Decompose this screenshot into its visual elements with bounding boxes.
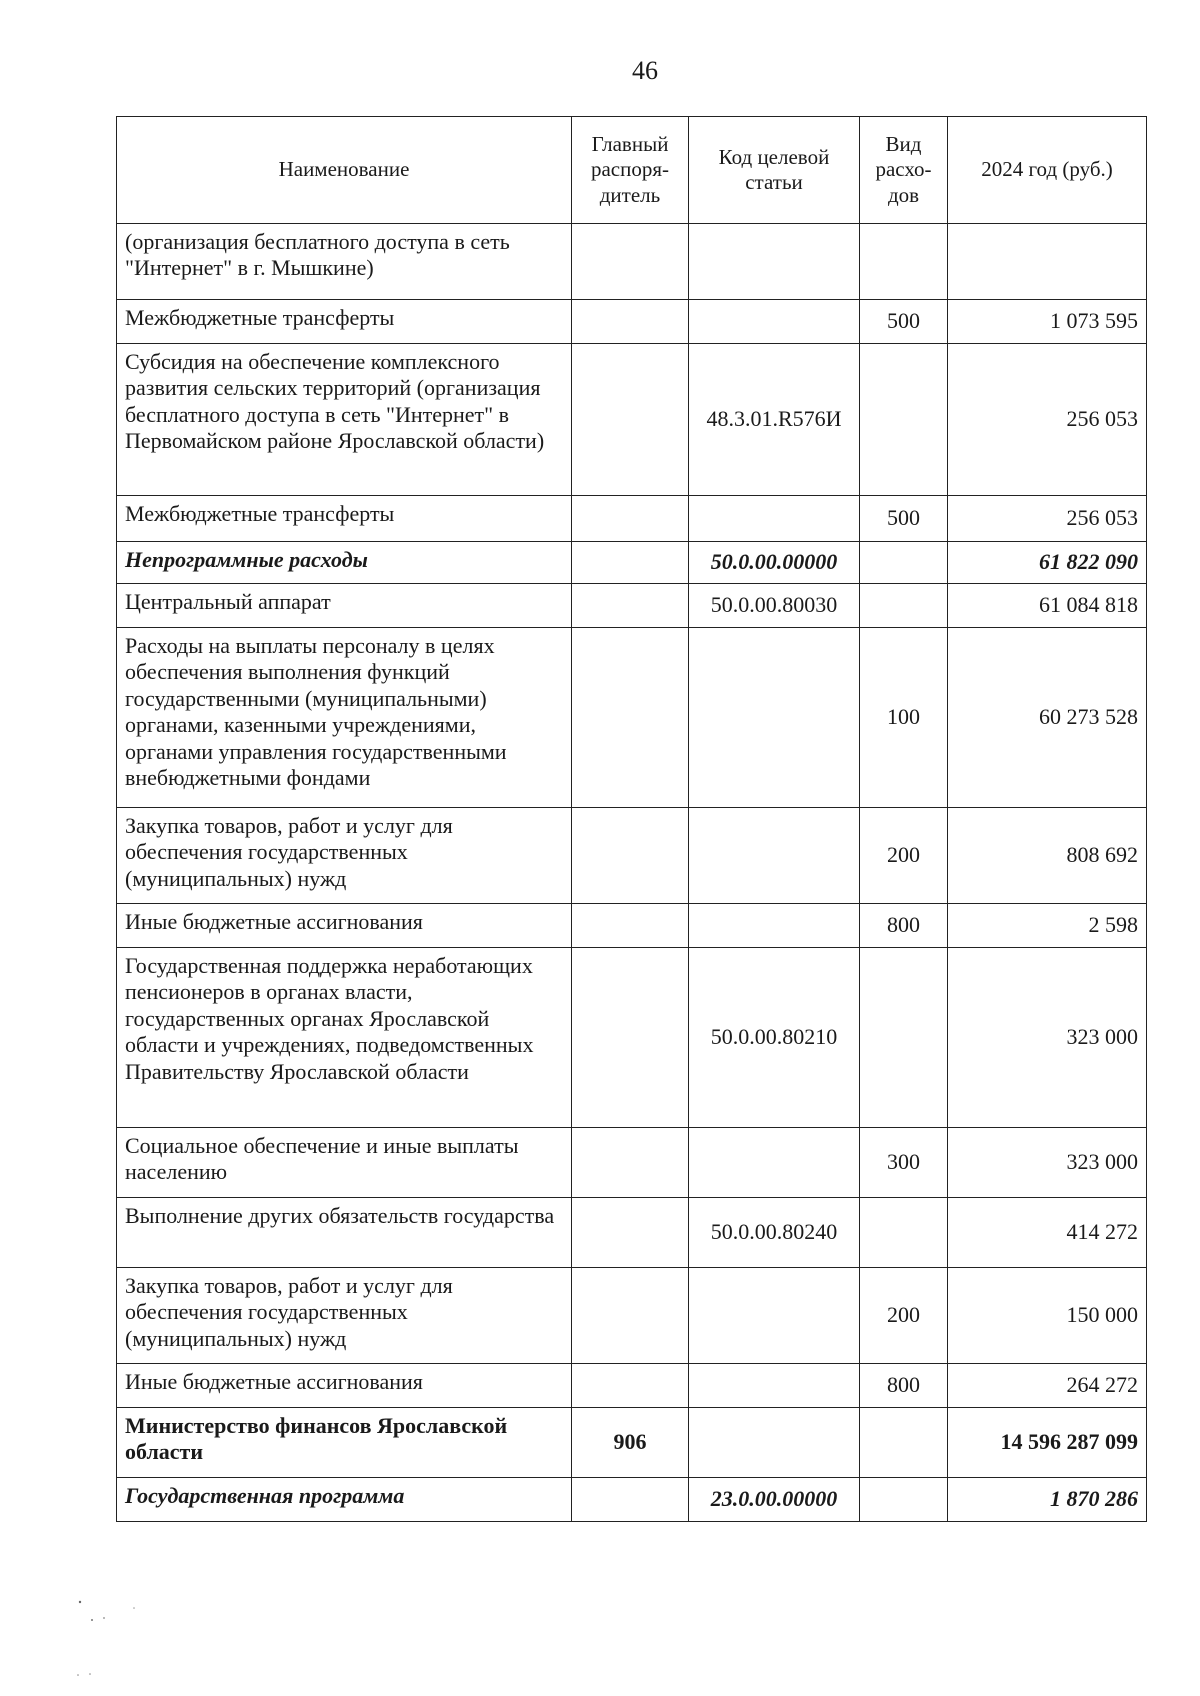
cell-amount: 323 000	[948, 948, 1147, 1128]
header-target-code: Код целевой статьи	[689, 117, 860, 224]
cell-amount: 150 000	[948, 1268, 1147, 1364]
cell-main-manager	[572, 808, 689, 904]
cell-main-manager	[572, 344, 689, 496]
cell-name: Центральный аппарат	[117, 584, 572, 628]
cell-amount: 14 596 287 099	[948, 1408, 1147, 1478]
cell-main-manager	[572, 628, 689, 808]
cell-amount: 414 272	[948, 1198, 1147, 1268]
cell-target-code: 50.0.00.80210	[689, 948, 860, 1128]
cell-name: Выполнение других обязательств государства	[117, 1198, 572, 1268]
cell-expense-type	[860, 224, 948, 300]
cell-amount: 1 870 286	[948, 1478, 1147, 1522]
cell-target-code	[689, 628, 860, 808]
table-row	[117, 496, 1147, 542]
cell-name: Закупка товаров, работ и услуг для обеспечения государственных (муниципальных) нужд	[117, 1268, 572, 1364]
table-row	[117, 1268, 1147, 1364]
cell-amount: 808 692	[948, 808, 1147, 904]
table-row	[117, 584, 1147, 628]
budget-table	[116, 116, 1147, 1522]
cell-expense-type	[860, 542, 948, 584]
cell-name: Министерство финансов Ярославской области	[117, 1408, 572, 1478]
cell-main-manager	[572, 584, 689, 628]
cell-target-code: 23.0.00.00000	[689, 1478, 860, 1522]
table-row	[117, 224, 1147, 300]
cell-target-code	[689, 1408, 860, 1478]
cell-expense-type: 800	[860, 904, 948, 948]
table-row	[117, 1408, 1147, 1478]
cell-name: Государственная программа	[117, 1478, 572, 1522]
cell-name: Закупка товаров, работ и услуг для обеспечения государственных (муниципальных) нужд	[117, 808, 572, 904]
cell-target-code: 50.0.00.00000	[689, 542, 860, 584]
cell-target-code	[689, 808, 860, 904]
cell-main-manager	[572, 542, 689, 584]
cell-main-manager	[572, 496, 689, 542]
table-row	[117, 808, 1147, 904]
cell-expense-type: 100	[860, 628, 948, 808]
cell-main-manager: 906	[572, 1408, 689, 1478]
cell-main-manager	[572, 1478, 689, 1522]
cell-target-code	[689, 904, 860, 948]
cell-main-manager	[572, 224, 689, 300]
cell-amount: 256 053	[948, 496, 1147, 542]
cell-name: Субсидия на обеспечение комплексного развития сельских территорий (организация бесплатного доступа в сеть "Интернет" в Первомайском районе Ярославской области)	[117, 344, 572, 496]
cell-name: Иные бюджетные ассигнования	[117, 1364, 572, 1408]
cell-expense-type	[860, 948, 948, 1128]
cell-amount: 61 084 818	[948, 584, 1147, 628]
cell-amount: 1 073 595	[948, 300, 1147, 344]
cell-amount: 264 272	[948, 1364, 1147, 1408]
table-row	[117, 344, 1147, 496]
cell-target-code	[689, 224, 860, 300]
cell-target-code	[689, 300, 860, 344]
cell-main-manager	[572, 904, 689, 948]
cell-expense-type: 500	[860, 496, 948, 542]
cell-name: Социальное обеспечение и иные выплаты населению	[117, 1128, 572, 1198]
cell-main-manager	[572, 1268, 689, 1364]
cell-expense-type	[860, 344, 948, 496]
cell-amount	[948, 224, 1147, 300]
cell-target-code: 50.0.00.80240	[689, 1198, 860, 1268]
cell-target-code	[689, 1268, 860, 1364]
header-main-manager: Главный распоря-дитель	[572, 117, 689, 224]
cell-main-manager	[572, 1364, 689, 1408]
cell-amount: 2 598	[948, 904, 1147, 948]
cell-amount: 323 000	[948, 1128, 1147, 1198]
cell-expense-type	[860, 584, 948, 628]
cell-target-code	[689, 496, 860, 542]
cell-expense-type	[860, 1198, 948, 1268]
table-row	[117, 904, 1147, 948]
header-expense-type: Вид расхо-дов	[860, 117, 948, 224]
cell-name: Иные бюджетные ассигнования	[117, 904, 572, 948]
cell-name: Государственная поддержка неработающих пенсионеров в органах власти, государственных органах Ярославской области и учреждениях, подведомственных Правительству Ярославской области	[117, 948, 572, 1128]
cell-main-manager	[572, 300, 689, 344]
cell-main-manager	[572, 1198, 689, 1268]
table-row	[117, 300, 1147, 344]
cell-amount: 60 273 528	[948, 628, 1147, 808]
table-row	[117, 948, 1147, 1128]
cell-name: Межбюджетные трансферты	[117, 496, 572, 542]
cell-target-code	[689, 1364, 860, 1408]
table-row	[117, 1128, 1147, 1198]
table-row	[117, 1478, 1147, 1522]
cell-target-code: 48.3.01.R576И	[689, 344, 860, 496]
cell-target-code	[689, 1128, 860, 1198]
table-row	[117, 628, 1147, 808]
table-row	[117, 1198, 1147, 1268]
cell-main-manager	[572, 948, 689, 1128]
cell-expense-type: 200	[860, 808, 948, 904]
cell-name: Непрограммные расходы	[117, 542, 572, 584]
table-row	[117, 542, 1147, 584]
page-number: 46	[632, 56, 658, 85]
header-name: Наименование	[117, 117, 572, 224]
cell-expense-type: 200	[860, 1268, 948, 1364]
cell-expense-type	[860, 1478, 948, 1522]
scan-specks	[70, 1590, 160, 1690]
cell-expense-type: 300	[860, 1128, 948, 1198]
cell-expense-type: 500	[860, 300, 948, 344]
cell-name: Межбюджетные трансферты	[117, 300, 572, 344]
header-year: 2024 год (руб.)	[948, 117, 1147, 224]
cell-expense-type: 800	[860, 1364, 948, 1408]
cell-name: Расходы на выплаты персоналу в целях обеспечения выполнения функций государственными (муниципальными) органами, казенными учреждениями, органами управления государственными внебюджетными фондами	[117, 628, 572, 808]
table-row	[117, 1364, 1147, 1408]
cell-name: (организация бесплатного доступа в сеть "Интернет" в г. Мышкине)	[117, 224, 572, 300]
cell-expense-type	[860, 1408, 948, 1478]
cell-amount: 61 822 090	[948, 542, 1147, 584]
header-row	[117, 117, 1147, 224]
cell-main-manager	[572, 1128, 689, 1198]
cell-amount: 256 053	[948, 344, 1147, 496]
cell-target-code: 50.0.00.80030	[689, 584, 860, 628]
